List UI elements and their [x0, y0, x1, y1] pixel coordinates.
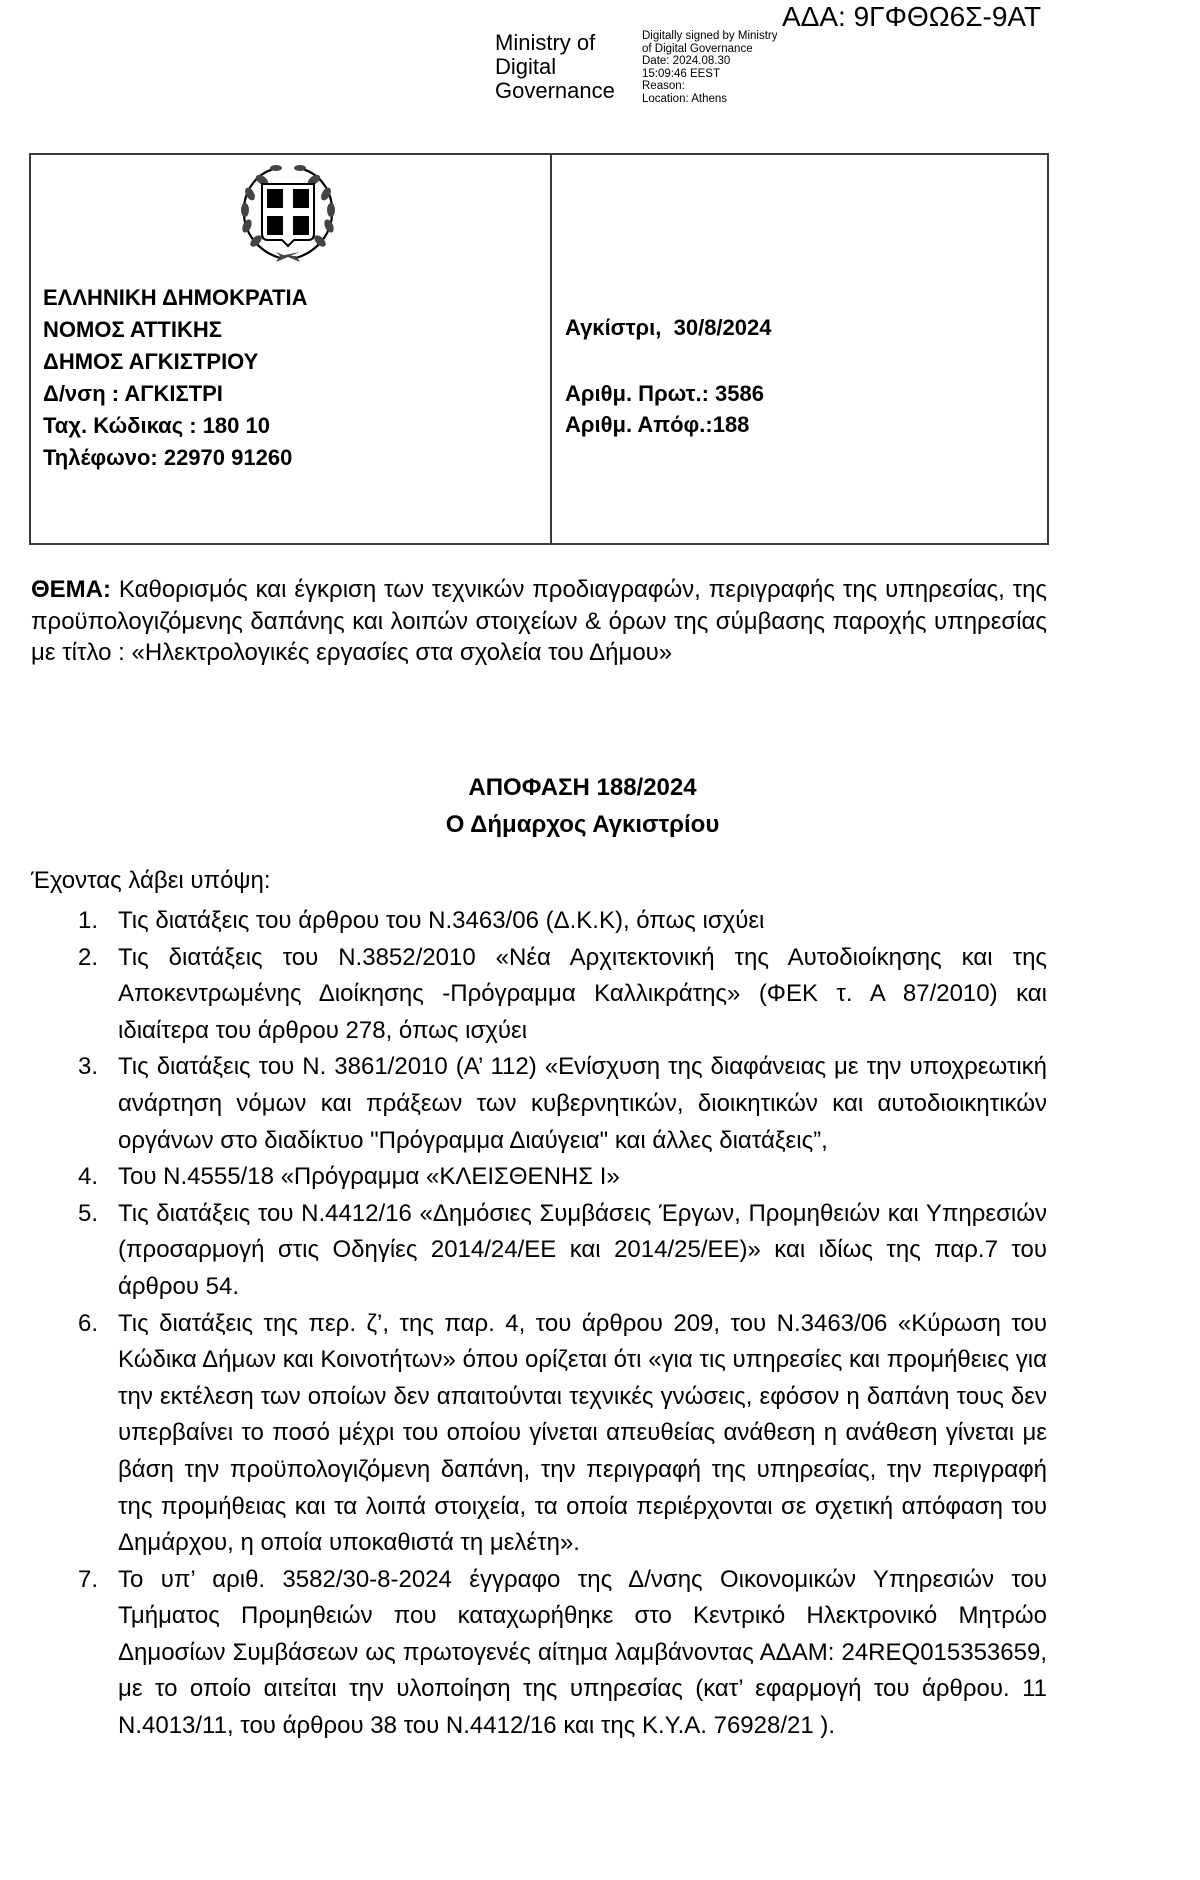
signature-details: [642, 30, 778, 105]
list-item-number: 3.: [78, 1053, 99, 1081]
list-item: [31, 1049, 1047, 1159]
issuing-authority: [43, 282, 308, 474]
signature-issuer: [495, 31, 615, 103]
signature-issuer-line: Ministry of: [495, 30, 596, 55]
list-item-number: 4.: [78, 1163, 99, 1191]
signature-detail-line: Reason:: [642, 80, 685, 92]
considerations-list: [31, 903, 1047, 1745]
signature-detail-line: of Digital Governance: [642, 42, 753, 55]
list-item: [31, 1196, 1047, 1306]
authority-address: Δ/νση : ΑΓΚΙΣΤΡΙ: [43, 381, 223, 406]
decision-title: ΑΠΟΦΑΣΗ 188/2024: [468, 774, 697, 801]
list-item-text: Τις διατάξεις της περ. ζ’, της παρ. 4, του άρθρου 209, του Ν.3463/06 «Κύρωση του Κώδικα Δήμων και Κοινοτήτων» όπου ορίζεται ότι «για τις υπηρεσίες και προμήθειες για την εκτέλεση των οποίων δεν απαιτούνται τεχνικές γνώσεις, εφόσον η δαπάνη τους δεν υπερβαίνει το ποσό μέχρι του οποίου γίνεται απευθείας ανάθεση η ανάθεση γίνεται με βάση την προϋπολογιζόμενη δαπάνη, την περιγραφή της υπηρεσίας, την περιγραφή της προμήθειας και τα λοιπά στοιχεία, τα οποία περιέρχονται σε σχετική απόφαση του Δημάρχου, η οποία υποκαθιστά τη μελέτη».: [118, 1309, 1047, 1557]
decision-heading: [0, 769, 1165, 843]
list-item: [31, 1306, 1047, 1562]
list-item-number: 5.: [78, 1199, 99, 1227]
list-item-text: Τις διατάξεις του Ν.4412/16 «Δημόσιες Συμβάσεις Έργων, Προμηθειών και Υπηρεσιών (προσαρμογή στις Οδηγίες 2014/24/ΕΕ και 2014/25/ΕΕ)» και ιδίως της παρ.7 του άρθρου 54.: [118, 1199, 1047, 1300]
list-item: [31, 903, 1047, 940]
decision-issuer: Ο Δήμαρχος Αγκιστρίου: [445, 811, 720, 838]
subject-label: ΘΕΜΑ:: [31, 576, 111, 603]
list-item: [31, 1159, 1047, 1196]
signature-detail-line: 15:09:46 EEST: [642, 67, 720, 80]
protocol-number: Αριθμ. Πρωτ.: 3586: [565, 381, 764, 406]
place-date: Αγκίστρι, 30/8/2024: [565, 315, 772, 340]
list-item: [31, 1562, 1047, 1745]
greek-coat-of-arms-icon: [236, 160, 340, 264]
signature-detail-line: Location: Athens: [642, 92, 728, 105]
signature-detail-line: Digitally signed by Ministry: [642, 30, 778, 42]
subject-paragraph: [31, 574, 1047, 669]
document-reference: [565, 312, 772, 440]
signature-issuer-line: Digital: [495, 54, 557, 79]
decision-number: Αριθμ. Απόφ.:188: [565, 412, 750, 437]
authority-phone: Τηλέφωνο: 22970 91260: [43, 445, 293, 470]
list-item-number: 1.: [78, 907, 99, 934]
ada-code: ΑΔΑ: 9ΓΦΘΩ6Σ-9ΑΤ: [782, 1, 1042, 32]
subject-text: Καθορισμός και έγκριση των τεχνικών προδιαγραφών, περιγραφής της υπηρεσίας, της προϋπολογιζόμενης δαπάνης και λοιπών στοιχείων & όρων της σύμβασης παροχής υπηρεσίας με τίτλο : «Ηλεκτρολογικές εργασίες στα σχολεία του Δήμου»: [31, 576, 1047, 666]
authority-municipality: ΔΗΜΟΣ ΑΓΚΙΣΤΡΙΟΥ: [43, 349, 259, 374]
authority-country: ΕΛΛΗΝΙΚΗ ΔΗΜΟΚΡΑΤΙΑ: [43, 285, 308, 310]
list-item-number: 7.: [78, 1565, 99, 1593]
list-item-number: 2.: [78, 943, 99, 971]
list-item-text: Τις διατάξεις του άρθρου του Ν.3463/06 (Δ.Κ.Κ), όπως ισχύει: [118, 907, 765, 934]
authority-postal-code: Ταχ. Κώδικας : 180 10: [43, 413, 270, 438]
list-item-text: Του Ν.4555/18 «Πρόγραμμα «ΚΛΕΙΣΘΕΝΗΣ Ι»: [118, 1163, 620, 1191]
list-item-text: Το υπ’ αριθ. 3582/30-8-2024 έγγραφο της Δ/νσης Οικονομικών Υπηρεσιών του Τμήματος Προμηθειών που καταχωρήθηκε στο Κεντρικό Ηλεκτρονικό Μητρώο Δημοσίων Συμβάσεων ως πρωτογενές αίτημα λαμβάνοντας ΑΔΑΜ: 24REQ015353659, με το οποίο αιτείται την υλοποίηση της υπηρεσίας (κατ’ εφαρμογή του άρθρου. 11 Ν.4013/11, του άρθρου 38 του Ν.4412/16 και της Κ.Υ.Α. 76928/21 ).: [118, 1565, 1047, 1740]
authority-prefecture: ΝΟΜΟΣ ΑΤΤΙΚΗΣ: [43, 317, 222, 342]
signature-issuer-line: Governance: [495, 78, 615, 103]
list-item-text: Τις διατάξεις του Ν. 3861/2010 (Α’ 112) «Ενίσχυση της διαφάνειας με την υποχρεωτική ανάρτηση νόμων και πράξεων των κυβερνητικών, διοικητικών και αυτοδιοικητικών οργάνων στο διαδίκτυο "Πρόγραμμα Διαύγεια" και άλλες διατάξεις”,: [118, 1053, 1047, 1154]
considerations-intro: Έχοντας λάβει υπόψη:: [31, 867, 271, 894]
list-item-number: 6.: [78, 1309, 99, 1337]
list-item-text: Τις διατάξεις του Ν.3852/2010 «Νέα Αρχιτεκτονική της Αυτοδιοίκησης και της Αποκεντρωμένης Διοίκησης -Πρόγραμμα Καλλικράτης» (ΦΕΚ τ. Α 87/2010) και ιδιαίτερα του άρθρου 278, όπως ισχύει: [118, 943, 1047, 1044]
list-item: [31, 940, 1047, 1050]
signature-detail-line: Date: 2024.08.30: [642, 55, 731, 67]
header-divider: [550, 153, 552, 545]
